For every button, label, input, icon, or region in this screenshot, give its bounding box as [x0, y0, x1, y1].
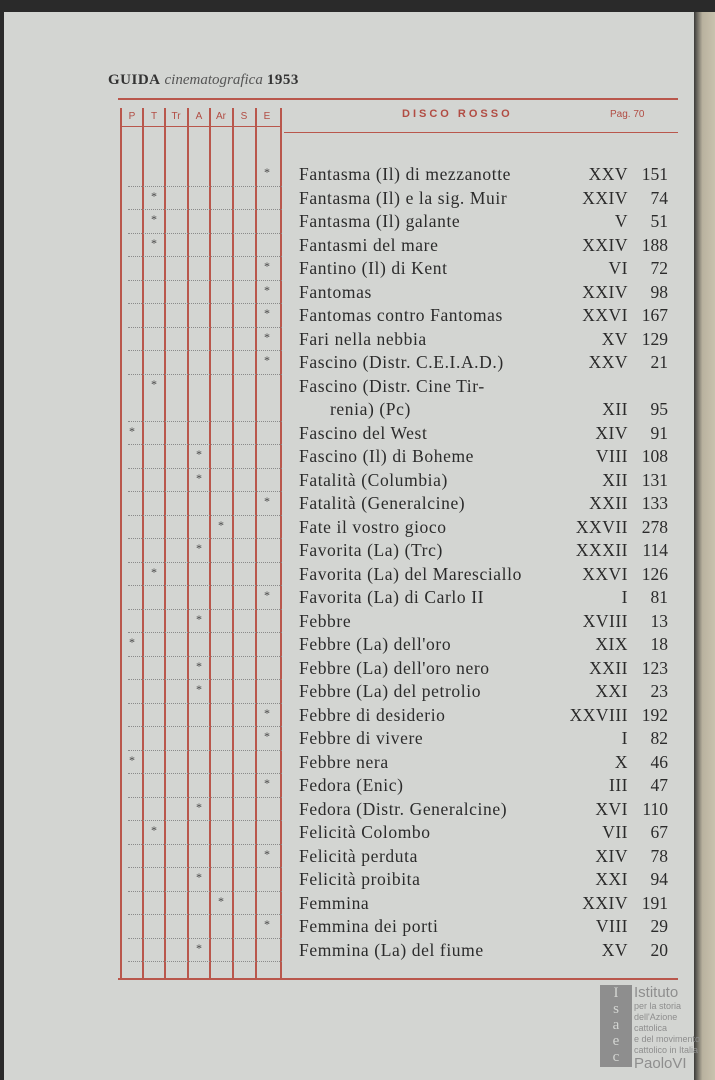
review-number: 114 [642, 540, 668, 560]
category-marker: * [264, 729, 270, 743]
review-number: 191 [641, 892, 668, 913]
film-title: Fedora (Distr. Generalcine) [299, 798, 508, 819]
volume-number: XXII [589, 657, 628, 678]
film-title: Fascino del West [299, 422, 428, 443]
page-number: Pag. 70 [610, 109, 645, 120]
category-marker: * [264, 165, 270, 179]
table-row [0, 610, 694, 634]
review-number: 126 [641, 563, 668, 584]
volume-number: X [614, 751, 628, 772]
category-marker: * [264, 494, 270, 508]
volume-number: XIV [595, 422, 628, 443]
header-year: 1953 [266, 72, 299, 88]
film-title: Femmina dei porti [299, 916, 439, 936]
category-marker: * [264, 306, 270, 320]
volume-number: XXVII [575, 516, 628, 537]
table-row [0, 798, 694, 822]
volume-number: VIII [595, 916, 628, 936]
volume-number: XXIV [582, 234, 628, 255]
film-title: Fatalità (Generalcine) [299, 493, 466, 513]
table-row [0, 704, 694, 728]
film-title: Febbre di desiderio [299, 704, 446, 725]
volume-number: XII [602, 469, 628, 490]
table-row [0, 163, 694, 187]
review-number: 72 [650, 258, 668, 278]
film-title: Felicità perduta [299, 845, 418, 866]
category-marker: * [264, 705, 270, 720]
category-marker: * [196, 658, 202, 673]
film-list [0, 163, 694, 962]
film-title: Fate il vostro gioco [299, 516, 447, 537]
volume-number: XXVI [582, 563, 628, 584]
film-title: Femmina [299, 892, 370, 913]
table-row [0, 657, 694, 681]
volume-number: I [621, 587, 628, 607]
review-number: 81 [650, 587, 668, 607]
volume-number: V [614, 211, 628, 231]
column-header: Ar [216, 111, 226, 122]
category-marker: * [264, 353, 270, 367]
review-number: 46 [650, 751, 668, 772]
category-marker: * [196, 541, 202, 555]
section-title: DISCO ROSSO [402, 108, 513, 120]
column-header: P [128, 111, 136, 122]
category-marker: * [151, 376, 157, 391]
volume-number: XXVI [582, 305, 628, 325]
category-marker: * [151, 823, 157, 837]
category-marker: * [218, 517, 224, 532]
volume-number: XXI [595, 681, 628, 701]
volume-number: XV [601, 939, 628, 960]
film-title: Favorita (La) (Trc) [299, 540, 443, 560]
review-number: 91 [650, 422, 668, 443]
film-title: Fantasma (Il) di mezzanotte [299, 164, 512, 184]
bottom-rule [118, 978, 678, 980]
table-row [0, 257, 694, 281]
review-number: 123 [641, 657, 668, 678]
table-row [0, 892, 694, 916]
film-title: Fantomas contro Fantomas [299, 305, 503, 325]
film-title: Fantomas [299, 281, 372, 302]
film-title: Fatalità (Columbia) [299, 469, 448, 490]
review-number: 67 [650, 822, 668, 842]
logo-mark: I s a e c [600, 985, 632, 1067]
table-row [0, 351, 694, 375]
film-title: Febbre (La) del petrolio [299, 681, 482, 701]
volume-number: XXI [595, 869, 628, 889]
volume-number: XXVIII [569, 704, 628, 725]
table-row [0, 845, 694, 869]
review-number: 188 [641, 234, 668, 255]
category-marker: * [196, 940, 202, 955]
review-number: 133 [641, 493, 668, 513]
film-title: Fari nella nebbia [299, 328, 427, 349]
category-marker: * [196, 682, 202, 696]
category-marker: * [151, 212, 157, 226]
column-header: T [150, 111, 158, 122]
film-title: Fantasma (Il) galante [299, 211, 461, 231]
table-row [0, 187, 694, 211]
header-rule [120, 126, 282, 127]
volume-number: XVIII [582, 610, 628, 631]
table-row [0, 281, 694, 305]
volume-number: XV [601, 328, 628, 349]
review-number: 95 [650, 398, 668, 419]
header-guida: GUIDA [108, 72, 161, 88]
volume-number: VI [608, 258, 628, 278]
category-marker: * [151, 564, 157, 579]
header-cinematografica: cinematografica [164, 72, 263, 88]
review-number: 131 [641, 469, 668, 490]
top-rule [118, 98, 678, 100]
category-marker: * [264, 846, 270, 861]
column-header: S [240, 111, 248, 122]
category-marker: * [196, 447, 202, 461]
table-row [0, 939, 694, 963]
review-number: 110 [642, 798, 668, 819]
table-row [0, 868, 694, 892]
volume-number: VII [602, 822, 628, 842]
review-number: 78 [650, 845, 668, 866]
column-header: E [263, 111, 271, 122]
running-header [108, 72, 299, 89]
table-row [0, 539, 694, 563]
table-row [0, 234, 694, 258]
institute-logo [600, 984, 712, 1072]
volume-number: I [621, 728, 628, 748]
volume-number: III [609, 775, 628, 795]
table-row [0, 422, 694, 446]
review-number: 192 [641, 704, 668, 725]
dotted-leader [128, 961, 282, 962]
category-marker: * [129, 423, 135, 438]
review-number: 29 [650, 916, 668, 936]
film-title: Febbre (La) dell'oro [299, 634, 452, 654]
category-marker: * [264, 776, 270, 790]
category-marker: * [264, 917, 270, 931]
category-marker: * [196, 611, 202, 626]
table-row [0, 680, 694, 704]
volume-number: XXIV [582, 187, 628, 208]
review-number: 18 [650, 634, 668, 654]
film-title: Fantasma (Il) e la sig. Muir [299, 187, 508, 208]
category-marker: * [151, 188, 157, 203]
volume-number: XII [602, 398, 628, 419]
book-edge [694, 12, 715, 1080]
review-number: 82 [650, 728, 668, 748]
review-number: 51 [650, 211, 668, 231]
volume-number: XXIV [582, 281, 628, 302]
category-marker: * [218, 893, 224, 908]
table-row [0, 328, 694, 352]
film-title: Febbre [299, 610, 352, 631]
category-marker: * [264, 588, 270, 602]
category-marker: * [129, 752, 135, 767]
film-title: Favorita (La) del Maresciallo [299, 563, 522, 584]
review-number: 21 [650, 352, 668, 372]
film-title: Fascino (Distr. Cine Tir- [299, 375, 485, 396]
film-title: Felicità proibita [299, 869, 421, 889]
film-title: Fantasmi del mare [299, 234, 439, 255]
film-title-continued: renia) (Pc) [330, 398, 411, 419]
column-header: A [195, 111, 203, 122]
review-number: 108 [641, 446, 668, 466]
review-number: 98 [650, 281, 668, 302]
film-title: Fascino (Il) di Boheme [299, 446, 475, 466]
section-rule [284, 132, 678, 133]
table-row [0, 821, 694, 845]
table-row [0, 516, 694, 540]
volume-number: XXXII [575, 540, 628, 560]
film-title: Fascino (Distr. C.E.I.A.D.) [299, 352, 504, 372]
film-title: Femmina (La) del fiume [299, 939, 484, 960]
category-marker: * [264, 259, 270, 273]
volume-number: XIV [595, 845, 628, 866]
volume-number: XXV [588, 352, 628, 372]
review-number: 151 [641, 164, 668, 184]
category-marker: * [264, 282, 270, 297]
table-row [0, 915, 694, 939]
category-marker: * [196, 470, 202, 485]
film-title: Favorita (La) di Carlo II [299, 587, 485, 607]
film-title: Felicità Colombo [299, 822, 431, 842]
table-row [0, 492, 694, 516]
category-marker: * [151, 235, 157, 250]
category-marker: * [129, 635, 135, 649]
review-number: 47 [650, 775, 668, 795]
column-header: Tr [171, 111, 181, 122]
table-row [0, 633, 694, 657]
category-marker: * [264, 329, 270, 344]
volume-number: XXII [589, 493, 628, 513]
logo-text: Istituto per la storia dell'Azione cattolica e del movimento cattolico in Italia PaoloVI [634, 984, 701, 1072]
table-row [0, 304, 694, 328]
table-row [0, 751, 694, 775]
film-title: Febbre di vivere [299, 728, 424, 748]
film-title: Febbre (La) dell'oro nero [299, 657, 490, 678]
table-row [0, 210, 694, 234]
category-marker: * [196, 870, 202, 884]
film-title: Fantino (Il) di Kent [299, 258, 448, 278]
table-row [0, 375, 694, 422]
review-number: 13 [650, 610, 668, 631]
table-row [0, 774, 694, 798]
review-number: 23 [650, 681, 668, 701]
table-row [0, 469, 694, 493]
volume-number: VIII [595, 446, 628, 466]
film-title: Fedora (Enic) [299, 775, 404, 795]
table-row [0, 563, 694, 587]
review-number: 94 [650, 869, 668, 889]
volume-number: XXV [588, 164, 628, 184]
review-number: 129 [641, 328, 668, 349]
volume-number: XVI [595, 798, 628, 819]
review-number: 167 [641, 305, 668, 325]
table-row [0, 586, 694, 610]
volume-number: XXIV [582, 892, 628, 913]
review-number: 20 [650, 939, 668, 960]
volume-number: XIX [595, 634, 628, 654]
table-row [0, 727, 694, 751]
review-number: 278 [641, 516, 668, 537]
table-row [0, 445, 694, 469]
review-number: 74 [650, 187, 668, 208]
category-marker: * [196, 799, 202, 814]
film-title: Febbre nera [299, 751, 389, 772]
